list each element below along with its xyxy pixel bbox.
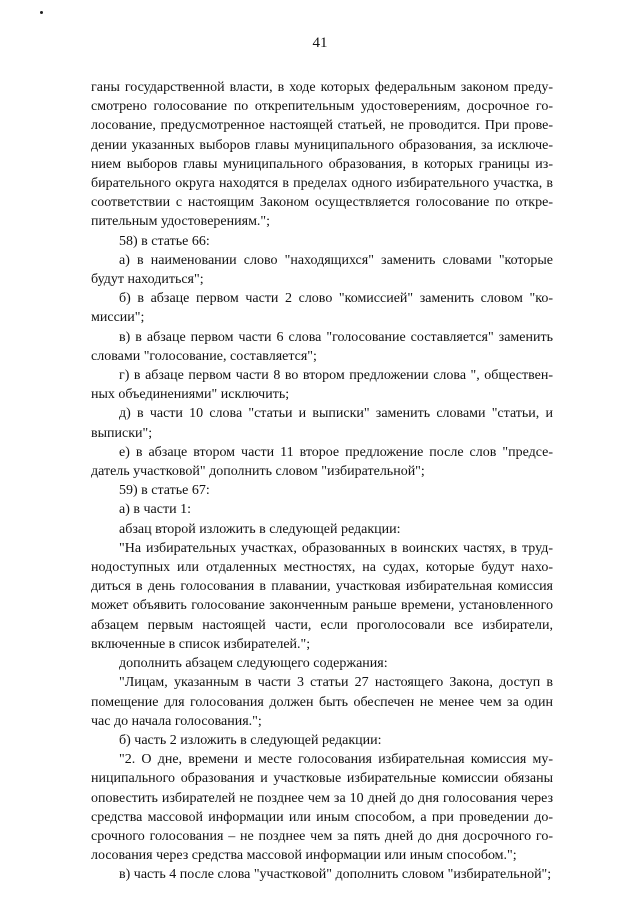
paragraph: а) в наименовании слово "находящихся" заменить словами "которые будут находиться"; — [91, 252, 553, 288]
paragraph: 59) в статье 67: — [119, 483, 210, 499]
scan-speck — [40, 11, 43, 14]
paragraph: ганы государственной власти, в ходе которых федеральным законом предусмотрено голосование по открепительным удостоверениям, досрочное голосование, предусмотренное настоящей статьей, не проводится. При проведении указанных выборов главы муниципального образования, за исключением выборов главы муниципального образования, в которых границы избирательного округа находятся в пределах одного избирательного участка, в соответствии с настоящим Законом осуществляется голосование по открепительным удостоверениям."; — [91, 80, 553, 230]
paragraph: а) в части 1: — [119, 502, 191, 518]
page-number: 41 — [312, 35, 328, 51]
paragraph: г) в абзаце первом части 8 во втором предложении слова ", общественных объединениями" исключить; — [91, 368, 553, 403]
paragraph: б) часть 2 изложить в следующей редакции: — [119, 732, 382, 748]
paragraph: "Лицам, указанным в части 3 статьи 27 настоящего Закона, доступ в помещение для голосования должен быть обеспечен не менее чем за один час до начала голосования."; — [91, 675, 553, 729]
paragraph: 58) в статье 66: — [119, 233, 210, 249]
paragraph: в) в абзаце первом части 6 слова "голосование составляется" заменить словами "голосование, составляется"; — [91, 329, 553, 364]
paragraph: "2. О дне, времени и месте голосования избирательная комиссия муниципального образования и участковые избирательные комиссии обязаны оповестить избирателей не позднее чем за 10 дней до дня голосования через средства массовой информации или иным способом, а при проведении досрочного голосования – не позднее чем за пять дней до дня досрочного голосования через средства массовой информации или иным способом."; — [91, 752, 553, 864]
paragraph: абзац второй изложить в следующей редакции: — [119, 521, 401, 537]
paragraph: дополнить абзацем следующего содержания: — [119, 656, 388, 672]
paragraph: "На избирательных участках, образованных в воинских частях, в труднодоступных или отдаленных местностях, на судах, которые будут находиться в день голосования в плавании, участковая избирательная комиссия может объявить голосование законченным раньше времени, установленного абзацем первым настоящей части, если проголосовали все избиратели, включенные в список избирателей."; — [91, 540, 553, 652]
paragraph: е) в абзаце втором части 11 второе предложение после слов "председатель участковой" дополнить словом "избирательной"; — [91, 444, 553, 480]
paragraph: б) в абзаце первом части 2 слово "комиссией" заменить словом "комиссии"; — [91, 291, 553, 326]
paragraph: в) часть 4 после слова "участковой" дополнить словом "избирательной"; — [119, 867, 552, 883]
paragraph: д) в части 10 слова "статьи и выписки" заменить словами "статьи, и выписки"; — [91, 406, 553, 441]
document-body — [91, 78, 553, 885]
